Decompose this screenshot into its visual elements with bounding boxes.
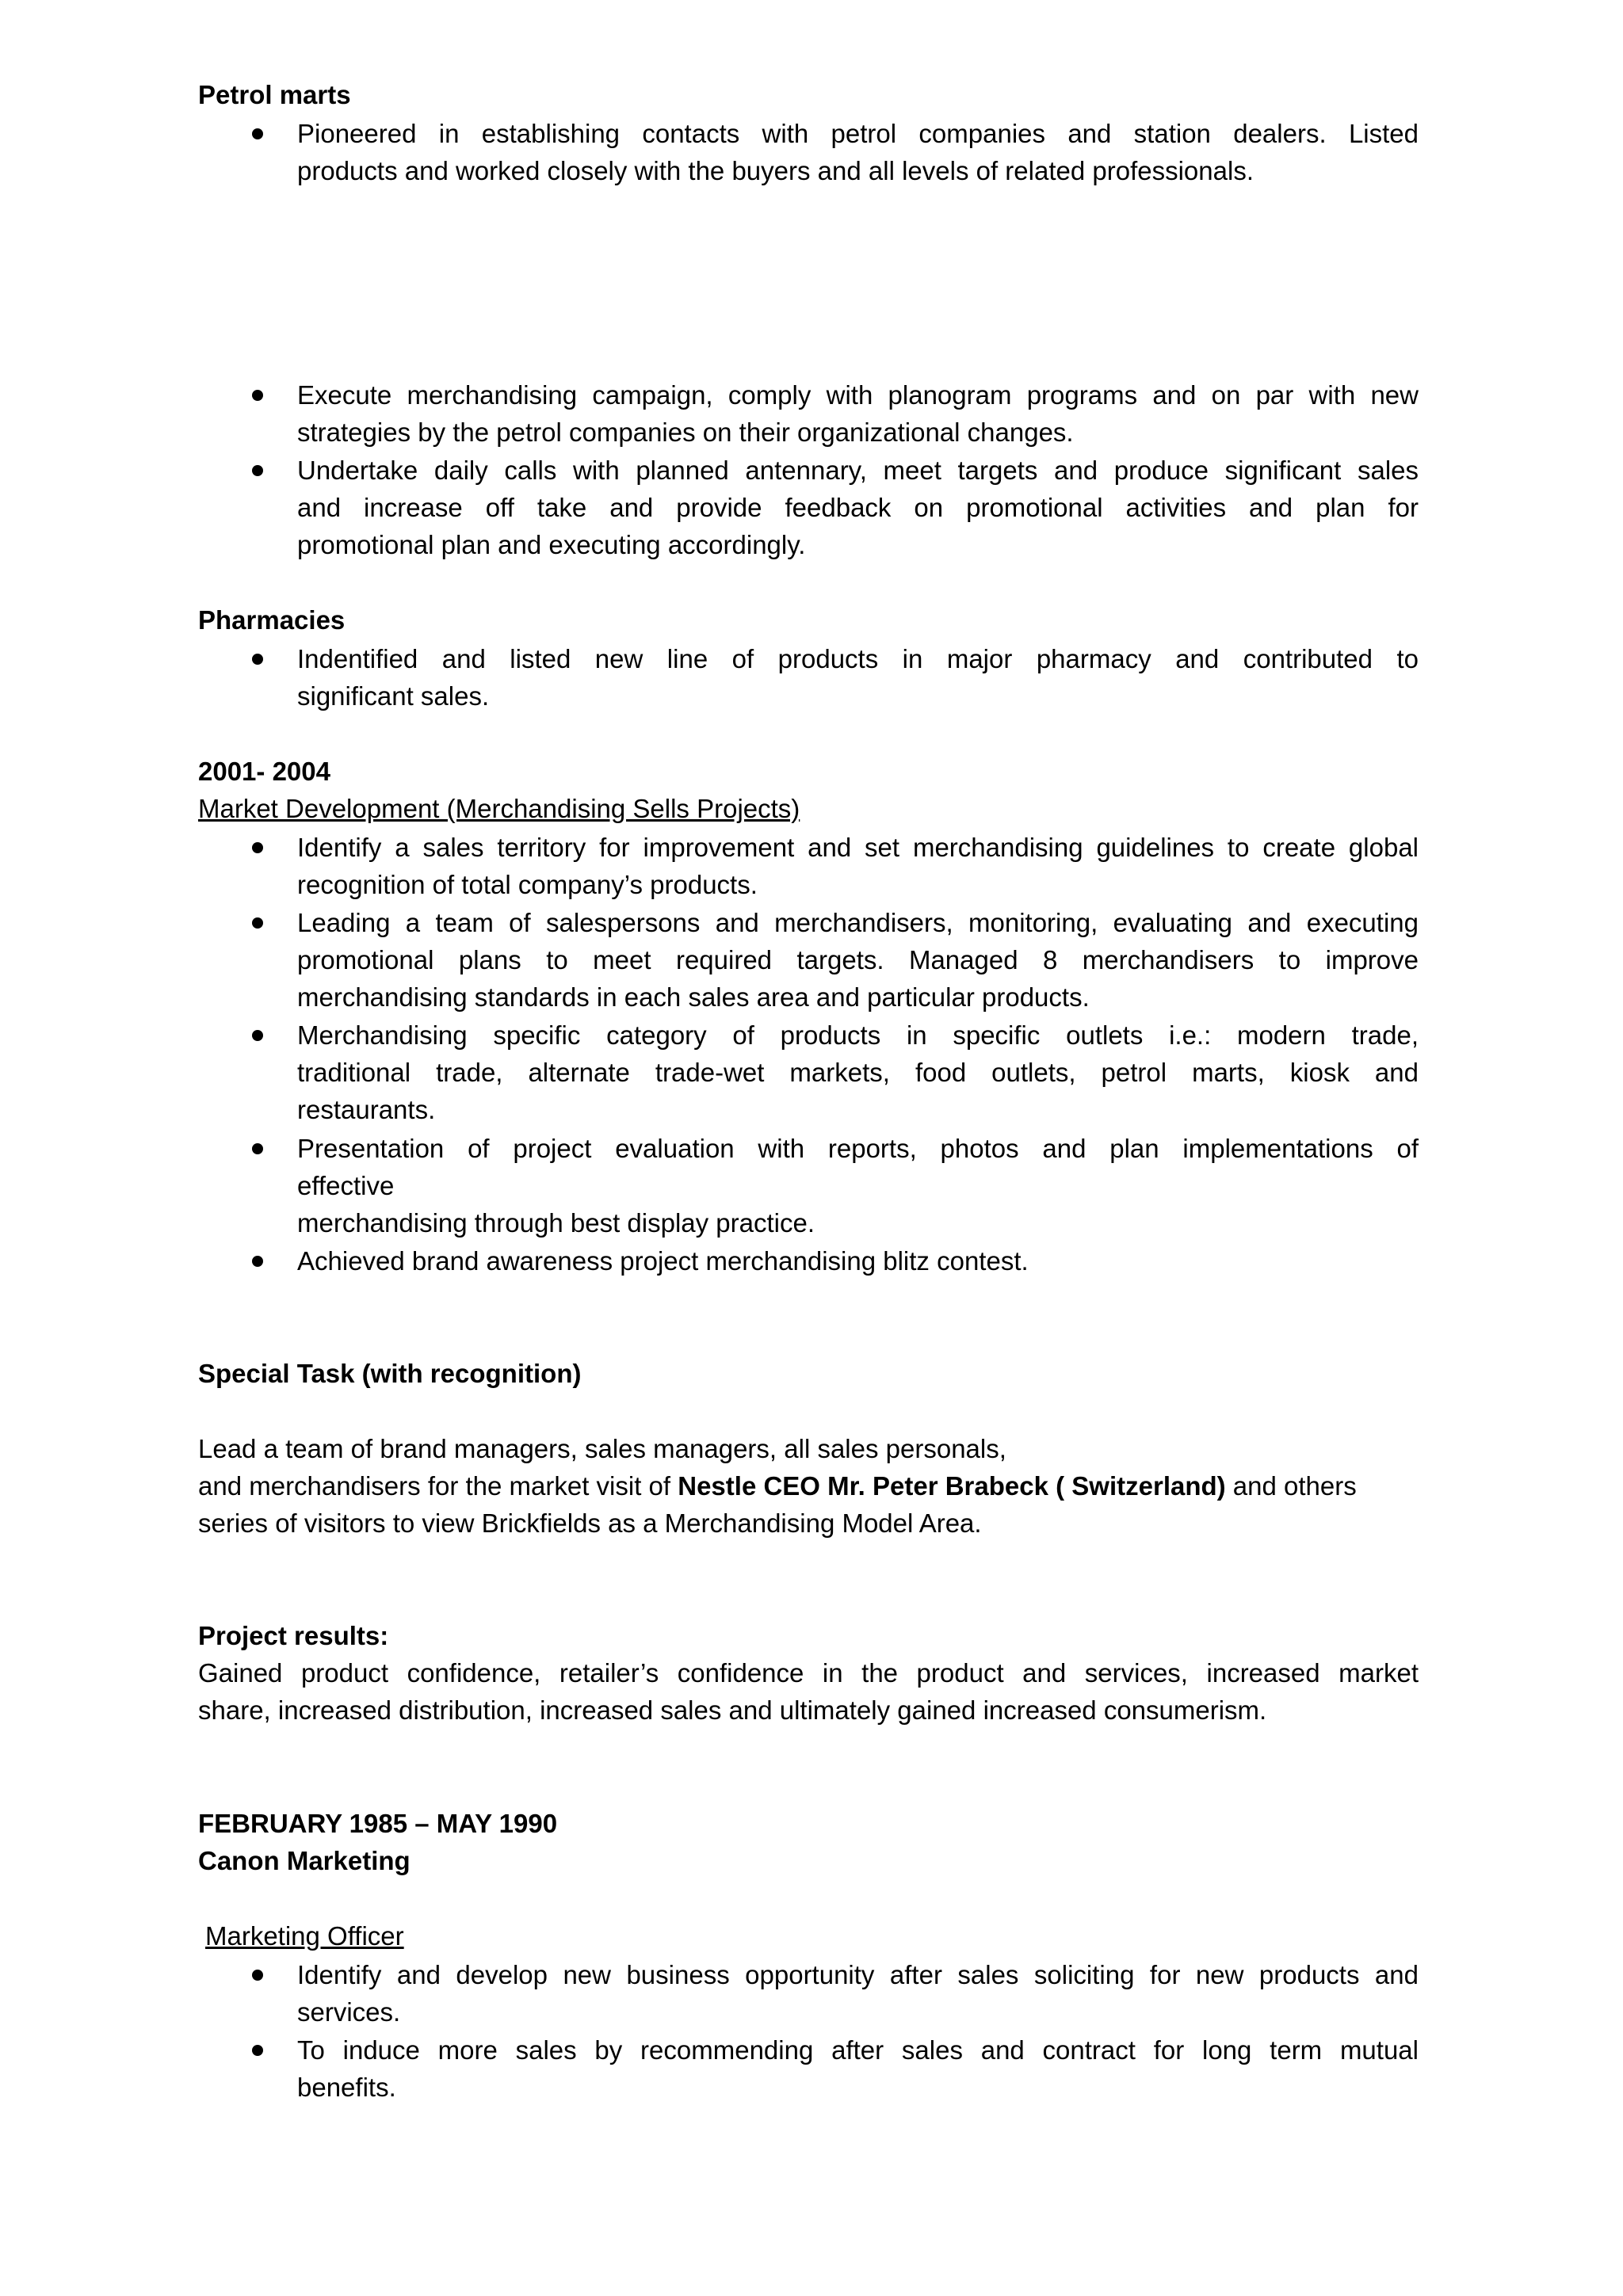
- bullet-text: benefits.: [297, 2073, 396, 2102]
- paragraph-line: Lead a team of brand managers, sales managers, all sales personals,: [198, 1434, 1006, 1463]
- bullet-icon: [252, 1030, 263, 1041]
- bullet-text: Leading a team of salespersons and merchandisers, monitoring, evaluating and executing: [297, 908, 1419, 937]
- paragraph-line: share, increased distribution, increased sales and ultimately gained increased consumerism.: [198, 1695, 1267, 1725]
- period-years: 2001- 2004: [198, 757, 330, 786]
- section-heading-project-results: Project results:: [198, 1621, 389, 1650]
- bullet-text: restaurants.: [297, 1095, 436, 1124]
- bullet-icon: [252, 654, 263, 665]
- company-name: Canon Marketing: [198, 1846, 411, 1875]
- section-heading-pharmacies: Pharmacies: [198, 605, 346, 635]
- bullet-text: Undertake daily calls with planned antennary, meet targets and produce significant sales: [297, 456, 1419, 485]
- bullet-text: effective: [297, 1171, 395, 1200]
- bullet-text: Identify a sales territory for improvement and set merchandising guidelines to create global: [297, 833, 1419, 862]
- paragraph-line: Gained product confidence, retailer’s confidence in the product and services, increased market: [198, 1658, 1419, 1688]
- bullet-text: Achieved brand awareness project merchandising blitz contest.: [297, 1246, 1029, 1276]
- job-title: Marketing Officer: [205, 1921, 404, 1951]
- section-heading-petrol-marts: Petrol marts: [198, 80, 351, 109]
- bullet-text: Pioneered in establishing contacts with petrol companies and station dealers. Listed: [297, 119, 1419, 148]
- bullet-text: merchandising through best display practice.: [297, 1208, 815, 1238]
- bullet-icon: [252, 1143, 263, 1154]
- bullet-text: and increase off take and provide feedback on promotional activities and plan for: [297, 493, 1419, 522]
- bullet-text: products and worked closely with the buyers and all levels of related professionals.: [297, 156, 1254, 185]
- section-heading-special-task: Special Task (with recognition): [198, 1359, 582, 1388]
- bullet-text: Presentation of project evaluation with reports, photos and plan implementations of: [297, 1134, 1419, 1163]
- bullet-text: Execute merchandising campaign, comply with planogram programs and on par with new: [297, 380, 1419, 410]
- paragraph-line: [198, 1467, 1419, 1505]
- bullet-text: merchandising standards in each sales area and particular products.: [297, 982, 1090, 1012]
- bullet-text: promotional plans to meet required targets. Managed 8 merchandisers to improve: [297, 945, 1419, 974]
- highlighted-name: Nestle CEO Mr. Peter Brabeck ( Switzerland): [678, 1471, 1226, 1501]
- bullet-icon: [252, 1970, 263, 1981]
- bullet-text: promotional plan and executing accordingly.: [297, 530, 806, 559]
- bullet-icon: [252, 128, 263, 139]
- period-years: FEBRUARY 1985 – MAY 1990: [198, 1809, 558, 1838]
- bullet-text: Indentified and listed new line of products in major pharmacy and contributed to: [297, 644, 1419, 673]
- bullet-text: Identify and develop new business opportunity after sales soliciting for new products and: [297, 1960, 1419, 1989]
- paragraph-text: and merchandisers for the market visit of: [198, 1471, 678, 1501]
- job-title: Market Development (Merchandising Sells Projects): [198, 794, 800, 823]
- bullet-text: recognition of total company’s products.: [297, 870, 758, 899]
- bullet-icon: [252, 465, 263, 476]
- bullet-icon: [252, 842, 263, 853]
- paragraph-text: and others: [1225, 1471, 1357, 1501]
- bullet-text: To induce more sales by recommending after sales and contract for long term mutual: [297, 2035, 1419, 2065]
- bullet-icon: [252, 917, 263, 929]
- bullet-icon: [252, 1256, 263, 1267]
- bullet-icon: [252, 390, 263, 401]
- bullet-text: strategies by the petrol companies on their organizational changes.: [297, 418, 1074, 447]
- bullet-text: services.: [297, 1997, 401, 2027]
- paragraph-line: series of visitors to view Brickfields as a Merchandising Model Area.: [198, 1508, 982, 1538]
- bullet-text: significant sales.: [297, 681, 490, 711]
- bullet-text: Merchandising specific category of products in specific outlets i.e.: modern trade,: [297, 1020, 1419, 1050]
- bullet-icon: [252, 2045, 263, 2056]
- bullet-text: traditional trade, alternate trade-wet markets, food outlets, petrol marts, kiosk and: [297, 1058, 1419, 1087]
